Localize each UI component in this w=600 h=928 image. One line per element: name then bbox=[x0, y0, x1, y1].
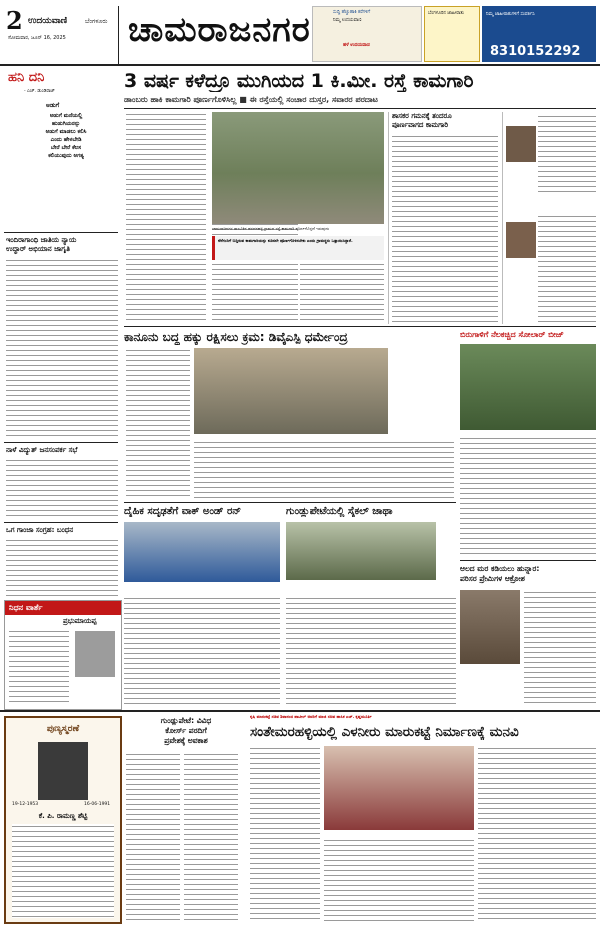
ad-box-3: ನಿಮ್ಮ ಜಾಹೀರಾತುಗಳಿಗೆ ಸಂಪರ್ಕಿಸಿ 8310152292 bbox=[482, 6, 596, 62]
ad-box-2: ಬೆಂಗಳೂರಿನ ಜಾಹೀರಾತು bbox=[424, 6, 480, 62]
profile-photo-2 bbox=[506, 222, 536, 258]
lead-subhead: ಡಾಂಬರು ಹಾಕಿ ಕಾಮಗಾರಿ ಪೂರ್ಣಗೊಳಿಸಿಲ್ಲ ■ ಈ ರಸ್ತೆಯಲ್ಲಿ ಸಂಚಾರ ದುಸ್ತರ, ಸವಾರರ ಪರದಾಟ bbox=[124, 95, 379, 104]
walk-photo bbox=[124, 522, 280, 582]
obit-name: ಪ್ರಭುಮಾಯಪ್ಪ bbox=[63, 617, 97, 625]
solar-photo bbox=[460, 344, 596, 430]
page-number: 2 bbox=[6, 6, 23, 35]
left-story-1-headline: ಇಂದಿರಾಗಾಂಧಿ ಜಾತಿಯ ನ್ಯಾಯ ಉದ್ಧಾರ್ ಅಭಿಯಾನ ಜಾಗೃತಿ bbox=[6, 236, 77, 253]
course-headline: ಗುಂಡ್ಲುಪೇಟೆ: ವಿವಿಧ ಕೋರ್ಸ್ ಪರದಿಗೆ ಪ್ರವೇಶಕ್ಕೆ ಅವಕಾಶ bbox=[160, 716, 212, 745]
walk-headline: ದೈಹಿಕ ಸದೃಢತೆಗೆ ವಾಕ್ ಅಂಡ್ ರನ್ bbox=[124, 506, 242, 517]
tree-headline: ಆಲದ ಮರ ಕಡಿಯಲು ಹುನ್ನಾರ: ಪರಿಸರ ಪ್ರೇಮಿಗಳ ಆಕ್ರೋಶ bbox=[460, 564, 540, 583]
cycle-headline: ಗುಂಡ್ಲುಪೇಟೆಯಲ್ಲಿ ಸೈಕಲ್ ಜಾಥಾ bbox=[286, 506, 393, 517]
memorial-box: ಪುಣ್ಯಸ್ಮರಣೆ 19-12-1953 16-06-1991 ಕೆ. ಪಿ. ರಾಮಣ್ಣ ಶೆಟ್ಟಿ bbox=[4, 716, 122, 924]
lead-photo bbox=[212, 112, 384, 224]
paper-name: ಉದಯವಾಣಿ bbox=[28, 16, 68, 26]
lead-side-headline: ಶಾಸಕರ ಗಮನಕ್ಕೆ ತಂದರೂ ಪೂರ್ಣವಾಗದ ಕಾಮಗಾರಿ bbox=[392, 112, 452, 129]
poem-lines bbox=[26, 112, 106, 160]
law-headline: ಕಾನೂನು ಬದ್ಧ ಹಕ್ಕು ರಕ್ಷಿಸಲು ಕ್ರಮ: ಡಿವೈಎಸ್ಪಿ ಧರ್ಮೇಂದ್ರ bbox=[124, 330, 348, 344]
obit-section: ನಿಧನ ವಾರ್ತೆ bbox=[5, 601, 121, 615]
lead-highlight: ನೆನೆಗುದಿಗೆ ಬಿದ್ದಿರುವ ಕಾಮಗಾರಿಯನ್ನು ಕೂಡಲೇ ಪೂರ್ಣಗೊಳಿಸಬೇಕು ಎಂದು ಗ್ರಾಮಸ್ಥರು ಒತ್ತಾಯಿಸಿದ್ದಾರೆ. bbox=[212, 236, 384, 260]
memorial-name: ಕೆ. ಪಿ. ರಾಮಣ್ಣ ಶೆಟ್ಟಿ bbox=[38, 812, 88, 820]
masthead bbox=[0, 0, 600, 66]
honey-dani bbox=[4, 70, 118, 230]
memorial-photo bbox=[38, 742, 88, 800]
left-story-3-headline: ಒಗ ಗಾಂಜಾ ಸಂಗ್ರಹ: ಬಂಧನ bbox=[6, 526, 74, 534]
district-title: ಚಾಮರಾಜನಗರ bbox=[128, 10, 311, 50]
poem-line: ಹುಡುಗಿಯರನ್ನು bbox=[51, 121, 81, 127]
poem-line: ಅಡುಗೆ ಮಾಡಲು ಕಲಿಸಿ bbox=[45, 129, 87, 135]
market-headline: ಸಂತೇಮರಹಳ್ಳಿಯಲ್ಲಿ ಎಳನೀರು ಮಾರುಕಟ್ಟೆ ನಿರ್ಮಾಣಕ್ಕೆ ಮನವಿ bbox=[250, 724, 519, 740]
issue-date: ಸೋಮವಾರ, ಜೂನ್ 16, 2025 bbox=[8, 35, 66, 41]
honey-byline: - ಎಚ್. ಡುಂಡಿರಾಜ್ bbox=[24, 89, 55, 94]
law-photo bbox=[194, 348, 388, 434]
obituary-box bbox=[4, 600, 122, 710]
lead-photo-caption: ಚಾಮರಾಜನಗರ ತಾಲೂಕಿನ ಹರದನಹಳ್ಳಿ ಗ್ರಾಮದ ರಸ್ತೆ ಕಾಮಗಾರಿ ಪೂರ್ಣಗೊಳ್ಳದೆ ಇರುವುದು bbox=[212, 226, 330, 231]
ad-phone: 8310152292 bbox=[490, 44, 581, 59]
market-photo bbox=[324, 746, 474, 830]
paper-tag: ಬೆಂಗಳೂರು bbox=[85, 18, 108, 25]
profile-photo-1 bbox=[506, 126, 536, 162]
lead-body-col1 bbox=[126, 112, 206, 324]
poem-line: ಕಲಿಯುವುದು ಅಗತ್ಯ bbox=[48, 153, 84, 159]
left-story-2-headline: ನಾಳೆ ವಿದ್ಯುತ್ ಜನಸಂಪರ್ಕ ಸಭೆ bbox=[6, 446, 78, 454]
cycle-photo bbox=[286, 522, 436, 580]
poem-title: ಅಡುಗೆ bbox=[46, 102, 60, 109]
obit-photo bbox=[75, 631, 115, 677]
poem-line: ಬೇರೆ ಬೇರೆ ಕೆಲಸ bbox=[50, 145, 82, 151]
tree-photo bbox=[460, 590, 520, 664]
poem-line: ಅಡುಗೆ ಮನೆಯಲ್ಲಿ bbox=[49, 113, 83, 119]
memorial-section: ಪುಣ್ಯಸ್ಮರಣೆ bbox=[46, 724, 80, 734]
poem-line: ಎಂದು ಹೇಳಬೇಡಿ bbox=[50, 137, 82, 143]
market-kicker: ಕೃಷಿ ಮಾರುಕಟ್ಟೆ ಸಚಿವ ಶಿವಾನಂದ ಪಾಟೀಲ್ ಅವರಿಗೆ ಮಾಜಿ ಸಚಿವ ಹಾಸಿಕ ಎಚ್. ಕೃಷ್ಣಮೂರ್ತಿ bbox=[250, 714, 372, 719]
ad-box-1: ಸುದ್ದಿ ಹೆಚ್ಚುಹಾಕಿ ಕರೆಗಳಿಗೆ ನಿಮ್ಮ ಉದಯವಾಣಿ ಹಳೆ ಉದಯವಾಣಿ bbox=[312, 6, 422, 62]
honey-title: ಹನಿ ದನಿ bbox=[8, 70, 45, 85]
solar-headline: ಬಿರುಗಾಳಿಗೆ ನೆಲಕಚ್ಚಿದ ಸೋಲಾರ್ ಬೀಜ್ bbox=[460, 330, 564, 339]
lead-headline: 3 ವರ್ಷ ಕಳೆದ್ರೂ ಮುಗಿಯದ 1 ಕಿ.ಮೀ. ರಸ್ತೆ ಕಾಮಗಾರಿ bbox=[124, 70, 474, 92]
